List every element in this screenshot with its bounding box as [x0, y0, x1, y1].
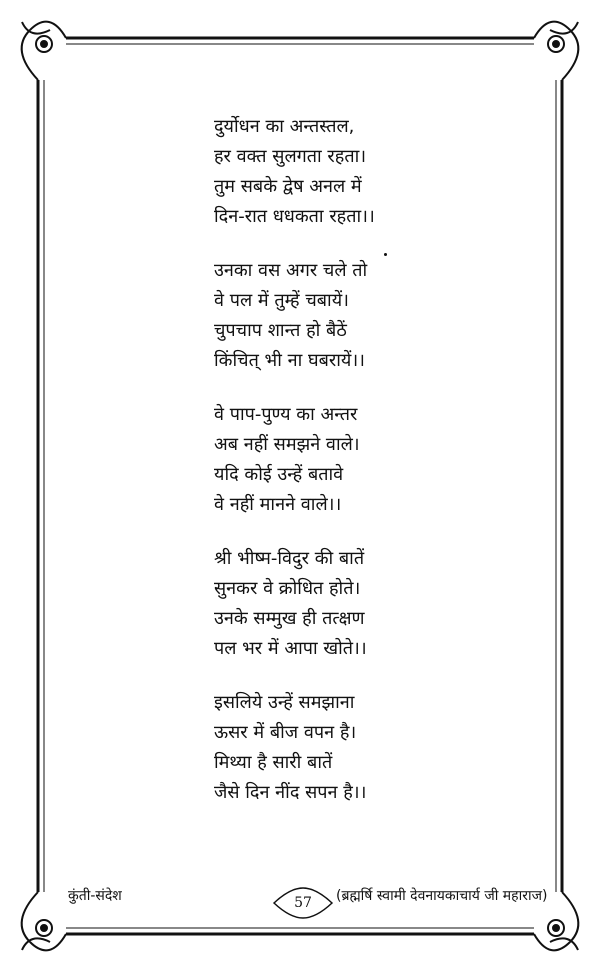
page-number: 57 [294, 895, 312, 911]
poem-line: तुम सबके द्वेष अनल में [214, 176, 362, 197]
poem-line: हर वक्त सुलगता रहता। [214, 146, 367, 167]
poem-line: उनका वस अगर चले तो [214, 260, 368, 281]
poem-line: वे नहीं मानने वाले।। [214, 494, 342, 515]
stanza [214, 544, 474, 664]
poem-line: चुपचाप शान्त हो बैठें [214, 320, 347, 341]
poem-line: मिथ्या है सारी बातें [214, 752, 333, 773]
poem-line: उनके सम्मुख ही तत्क्षण [214, 608, 365, 629]
poem-line: सुनकर वे क्रोधित होते। [214, 578, 361, 599]
poem [214, 112, 474, 832]
poem-line: दिन-रात धधकता रहता।। [214, 206, 375, 227]
poem-line: वे पाप-पुण्य का अन्तर [214, 404, 358, 425]
author-name: (ब्रह्मर्षि स्वामी देवनायकाचार्य जी महाराज) [336, 888, 548, 904]
poem-line: किंचित् भी ना घबरायें।। [214, 350, 365, 371]
stanza [214, 112, 474, 232]
stanza [214, 400, 474, 520]
poem-line: श्री भीष्म-विदुर की बातें [214, 548, 365, 569]
corner-ornament-icon [22, 22, 66, 80]
poem-line: दुर्योधन का अन्तस्तल, [214, 116, 355, 137]
poem-line: वे पल में तुम्हें चबायें। [214, 290, 349, 311]
poem-line: पल भर में आपा खोते।। [214, 638, 367, 659]
poem-line: इसलिये उन्हें समझाना [214, 692, 355, 713]
poem-line: जैसे दिन नींद सपन है।। [214, 782, 367, 803]
poem-line: ऊसर में बीज वपन है। [214, 722, 357, 743]
poem-line: अब नहीं समझने वाले। [214, 434, 360, 455]
poem-line: यदि कोई उन्हें बतावे [214, 464, 344, 485]
stanza [214, 688, 474, 808]
stanza [214, 256, 474, 376]
book-title: कुंती-संदेश [68, 888, 122, 904]
